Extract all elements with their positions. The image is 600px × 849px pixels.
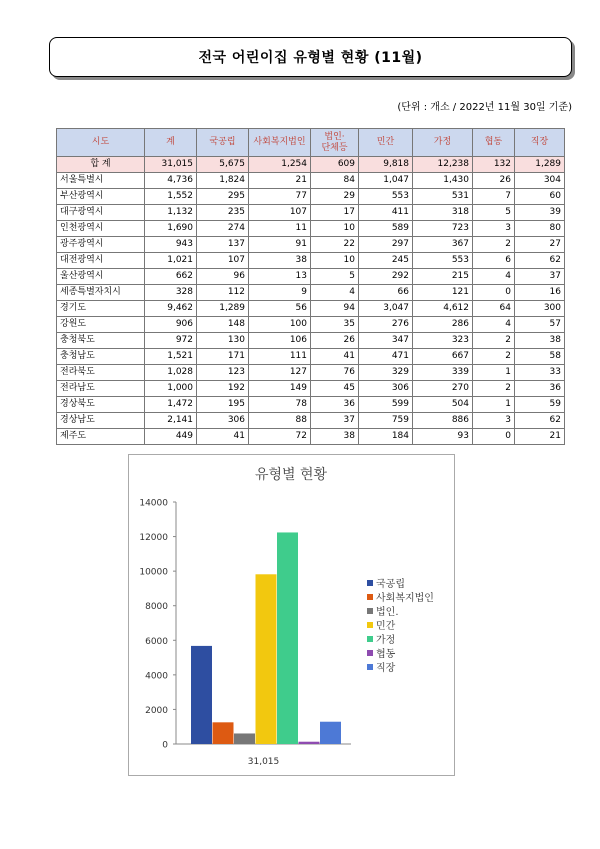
table-row (57, 349, 565, 365)
value-cell: 723 (413, 221, 473, 237)
table-row (57, 333, 565, 349)
value-cell: 411 (359, 205, 413, 221)
value-cell: 76 (311, 365, 359, 381)
y-tick-label: 8000 (145, 602, 168, 613)
value-cell: 1,254 (249, 157, 311, 173)
value-cell: 1,000 (145, 381, 197, 397)
value-cell: 91 (249, 237, 311, 253)
bar-사회복지법인 (213, 722, 234, 744)
value-cell: 107 (249, 205, 311, 221)
value-cell: 38 (311, 429, 359, 445)
value-cell: 300 (515, 301, 565, 317)
y-tick-label: 0 (162, 740, 168, 751)
value-cell: 4 (473, 269, 515, 285)
region-cell: 대전광역시 (57, 253, 145, 269)
region-cell: 합 계 (57, 157, 145, 173)
value-cell: 37 (311, 413, 359, 429)
value-cell: 4,736 (145, 173, 197, 189)
value-cell: 10 (311, 221, 359, 237)
value-cell: 2 (473, 333, 515, 349)
column-header: 가정 (413, 129, 473, 157)
value-cell: 553 (359, 189, 413, 205)
value-cell: 1 (473, 397, 515, 413)
chart-title: 유형별 현황 (254, 467, 328, 483)
legend-swatch (367, 608, 373, 614)
value-cell: 1,028 (145, 365, 197, 381)
region-cell: 경상북도 (57, 397, 145, 413)
value-cell: 195 (197, 397, 249, 413)
value-cell: 609 (311, 157, 359, 173)
table-row (57, 397, 565, 413)
value-cell: 29 (311, 189, 359, 205)
value-cell: 5 (311, 269, 359, 285)
value-cell: 96 (197, 269, 249, 285)
value-cell: 306 (359, 381, 413, 397)
value-cell: 171 (197, 349, 249, 365)
value-cell: 38 (515, 333, 565, 349)
value-cell: 1,289 (197, 301, 249, 317)
value-cell: 39 (515, 205, 565, 221)
legend-label: 사회복지법인 (376, 593, 434, 604)
value-cell: 72 (249, 429, 311, 445)
value-cell: 0 (473, 429, 515, 445)
region-cell: 강원도 (57, 317, 145, 333)
value-cell: 328 (145, 285, 197, 301)
region-cell: 경상남도 (57, 413, 145, 429)
value-cell: 943 (145, 237, 197, 253)
page-title-box (49, 37, 572, 77)
value-cell: 62 (515, 253, 565, 269)
bar-국공립 (191, 646, 212, 744)
region-cell: 울산광역시 (57, 269, 145, 285)
region-cell: 인천광역시 (57, 221, 145, 237)
value-cell: 22 (311, 237, 359, 253)
value-cell: 148 (197, 317, 249, 333)
bar-법인. (234, 733, 255, 744)
column-header: 시도 (57, 129, 145, 157)
value-cell: 1,552 (145, 189, 197, 205)
value-cell: 4 (311, 285, 359, 301)
value-cell: 41 (197, 429, 249, 445)
column-header: 법인· 단체등 (311, 129, 359, 157)
value-cell: 80 (515, 221, 565, 237)
region-cell: 제주도 (57, 429, 145, 445)
legend-swatch (367, 580, 373, 586)
legend-label: 법인. (376, 607, 399, 618)
value-cell: 56 (249, 301, 311, 317)
value-cell: 41 (311, 349, 359, 365)
value-cell: 149 (249, 381, 311, 397)
column-header: 직장 (515, 129, 565, 157)
value-cell: 184 (359, 429, 413, 445)
column-header: 협동 (473, 129, 515, 157)
region-cell: 전라북도 (57, 365, 145, 381)
value-cell: 36 (515, 381, 565, 397)
value-cell: 10 (311, 253, 359, 269)
table-row (57, 317, 565, 333)
value-cell: 1,690 (145, 221, 197, 237)
value-cell: 2 (473, 237, 515, 253)
legend-swatch (367, 594, 373, 600)
column-header: 국공립 (197, 129, 249, 157)
value-cell: 36 (311, 397, 359, 413)
value-cell: 667 (413, 349, 473, 365)
bar-직장 (320, 722, 341, 744)
page-title: 전국 어린이집 유형별 현황 (11월) (198, 50, 423, 66)
value-cell: 323 (413, 333, 473, 349)
value-cell: 318 (413, 205, 473, 221)
value-cell: 589 (359, 221, 413, 237)
table-row (57, 173, 565, 189)
table-body (57, 157, 565, 445)
value-cell: 1,289 (515, 157, 565, 173)
value-cell: 274 (197, 221, 249, 237)
legend-label: 협동 (376, 649, 396, 660)
region-cell: 충청북도 (57, 333, 145, 349)
value-cell: 1,047 (359, 173, 413, 189)
value-cell: 295 (197, 189, 249, 205)
value-cell: 1,521 (145, 349, 197, 365)
legend-label: 가정 (376, 635, 396, 646)
column-header: 계 (145, 129, 197, 157)
value-cell: 297 (359, 237, 413, 253)
value-cell: 1,472 (145, 397, 197, 413)
value-cell: 33 (515, 365, 565, 381)
value-cell: 77 (249, 189, 311, 205)
daycare-stats-table (56, 128, 565, 445)
table-row (57, 205, 565, 221)
value-cell: 37 (515, 269, 565, 285)
legend-label: 직장 (376, 663, 396, 674)
value-cell: 276 (359, 317, 413, 333)
value-cell: 1,824 (197, 173, 249, 189)
value-cell: 137 (197, 237, 249, 253)
table-row (57, 269, 565, 285)
value-cell: 599 (359, 397, 413, 413)
bar-협동 (299, 742, 320, 744)
value-cell: 60 (515, 189, 565, 205)
value-cell: 26 (473, 173, 515, 189)
region-cell: 전라남도 (57, 381, 145, 397)
bar-가정 (277, 532, 298, 744)
value-cell: 17 (311, 205, 359, 221)
value-cell: 235 (197, 205, 249, 221)
value-cell: 100 (249, 317, 311, 333)
value-cell: 192 (197, 381, 249, 397)
value-cell: 759 (359, 413, 413, 429)
value-cell: 329 (359, 365, 413, 381)
value-cell: 367 (413, 237, 473, 253)
table-row (57, 413, 565, 429)
value-cell: 2,141 (145, 413, 197, 429)
value-cell: 886 (413, 413, 473, 429)
value-cell: 106 (249, 333, 311, 349)
value-cell: 93 (413, 429, 473, 445)
value-cell: 9,462 (145, 301, 197, 317)
value-cell: 12,238 (413, 157, 473, 173)
value-cell: 504 (413, 397, 473, 413)
column-header: 사회복지법인 (249, 129, 311, 157)
value-cell: 215 (413, 269, 473, 285)
value-cell: 2 (473, 349, 515, 365)
value-cell: 78 (249, 397, 311, 413)
value-cell: 1,021 (145, 253, 197, 269)
region-cell: 서울특별시 (57, 173, 145, 189)
y-tick-label: 6000 (145, 636, 168, 647)
value-cell: 27 (515, 237, 565, 253)
total-row (57, 157, 565, 173)
value-cell: 449 (145, 429, 197, 445)
region-cell: 세종특별자치시 (57, 285, 145, 301)
legend-swatch (367, 636, 373, 642)
value-cell: 132 (473, 157, 515, 173)
region-cell: 광주광역시 (57, 237, 145, 253)
value-cell: 35 (311, 317, 359, 333)
value-cell: 107 (197, 253, 249, 269)
legend-label: 민간 (376, 621, 396, 632)
value-cell: 16 (515, 285, 565, 301)
region-cell: 충청남도 (57, 349, 145, 365)
value-cell: 0 (473, 285, 515, 301)
value-cell: 4,612 (413, 301, 473, 317)
legend-swatch (367, 622, 373, 628)
value-cell: 306 (197, 413, 249, 429)
y-tick-label: 4000 (145, 671, 168, 682)
value-cell: 347 (359, 333, 413, 349)
value-cell: 130 (197, 333, 249, 349)
chart-frame (128, 454, 455, 776)
value-cell: 1,430 (413, 173, 473, 189)
y-tick-label: 12000 (139, 533, 168, 544)
value-cell: 2 (473, 381, 515, 397)
value-cell: 21 (515, 429, 565, 445)
value-cell: 531 (413, 189, 473, 205)
value-cell: 21 (249, 173, 311, 189)
table-row (57, 237, 565, 253)
value-cell: 286 (413, 317, 473, 333)
table-row (57, 189, 565, 205)
value-cell: 13 (249, 269, 311, 285)
value-cell: 66 (359, 285, 413, 301)
table-header-row (57, 129, 565, 157)
value-cell: 906 (145, 317, 197, 333)
value-cell: 31,015 (145, 157, 197, 173)
value-cell: 111 (249, 349, 311, 365)
value-cell: 62 (515, 413, 565, 429)
value-cell: 64 (473, 301, 515, 317)
value-cell: 88 (249, 413, 311, 429)
value-cell: 9,818 (359, 157, 413, 173)
type-bar-chart (129, 455, 454, 775)
table-row (57, 221, 565, 237)
value-cell: 6 (473, 253, 515, 269)
table-row (57, 429, 565, 445)
value-cell: 553 (413, 253, 473, 269)
value-cell: 84 (311, 173, 359, 189)
y-tick-label: 14000 (139, 498, 168, 509)
value-cell: 245 (359, 253, 413, 269)
value-cell: 38 (249, 253, 311, 269)
value-cell: 1,132 (145, 205, 197, 221)
legend-swatch (367, 664, 373, 670)
value-cell: 3 (473, 413, 515, 429)
value-cell: 5 (473, 205, 515, 221)
value-cell: 112 (197, 285, 249, 301)
value-cell: 662 (145, 269, 197, 285)
region-cell: 대구광역시 (57, 205, 145, 221)
y-tick-label: 2000 (145, 705, 168, 716)
region-cell: 부산광역시 (57, 189, 145, 205)
value-cell: 1 (473, 365, 515, 381)
value-cell: 123 (197, 365, 249, 381)
table-row (57, 365, 565, 381)
value-cell: 304 (515, 173, 565, 189)
value-cell: 9 (249, 285, 311, 301)
region-cell: 경기도 (57, 301, 145, 317)
value-cell: 58 (515, 349, 565, 365)
table-row (57, 301, 565, 317)
table-row (57, 285, 565, 301)
bar-민간 (256, 574, 277, 744)
legend-label: 국공립 (376, 579, 405, 590)
value-cell: 972 (145, 333, 197, 349)
value-cell: 94 (311, 301, 359, 317)
x-category-label: 31,015 (247, 757, 280, 767)
value-cell: 59 (515, 397, 565, 413)
value-cell: 3 (473, 221, 515, 237)
value-cell: 5,675 (197, 157, 249, 173)
value-cell: 11 (249, 221, 311, 237)
value-cell: 26 (311, 333, 359, 349)
value-cell: 45 (311, 381, 359, 397)
value-cell: 57 (515, 317, 565, 333)
value-cell: 4 (473, 317, 515, 333)
value-cell: 471 (359, 349, 413, 365)
value-cell: 339 (413, 365, 473, 381)
value-cell: 7 (473, 189, 515, 205)
unit-note: (단위 : 개소 / 2022년 11월 30일 기준) (397, 102, 572, 113)
legend-swatch (367, 650, 373, 656)
column-header: 민간 (359, 129, 413, 157)
value-cell: 270 (413, 381, 473, 397)
value-cell: 3,047 (359, 301, 413, 317)
table-row (57, 253, 565, 269)
y-tick-label: 10000 (139, 567, 168, 578)
value-cell: 121 (413, 285, 473, 301)
table-row (57, 381, 565, 397)
value-cell: 127 (249, 365, 311, 381)
value-cell: 292 (359, 269, 413, 285)
